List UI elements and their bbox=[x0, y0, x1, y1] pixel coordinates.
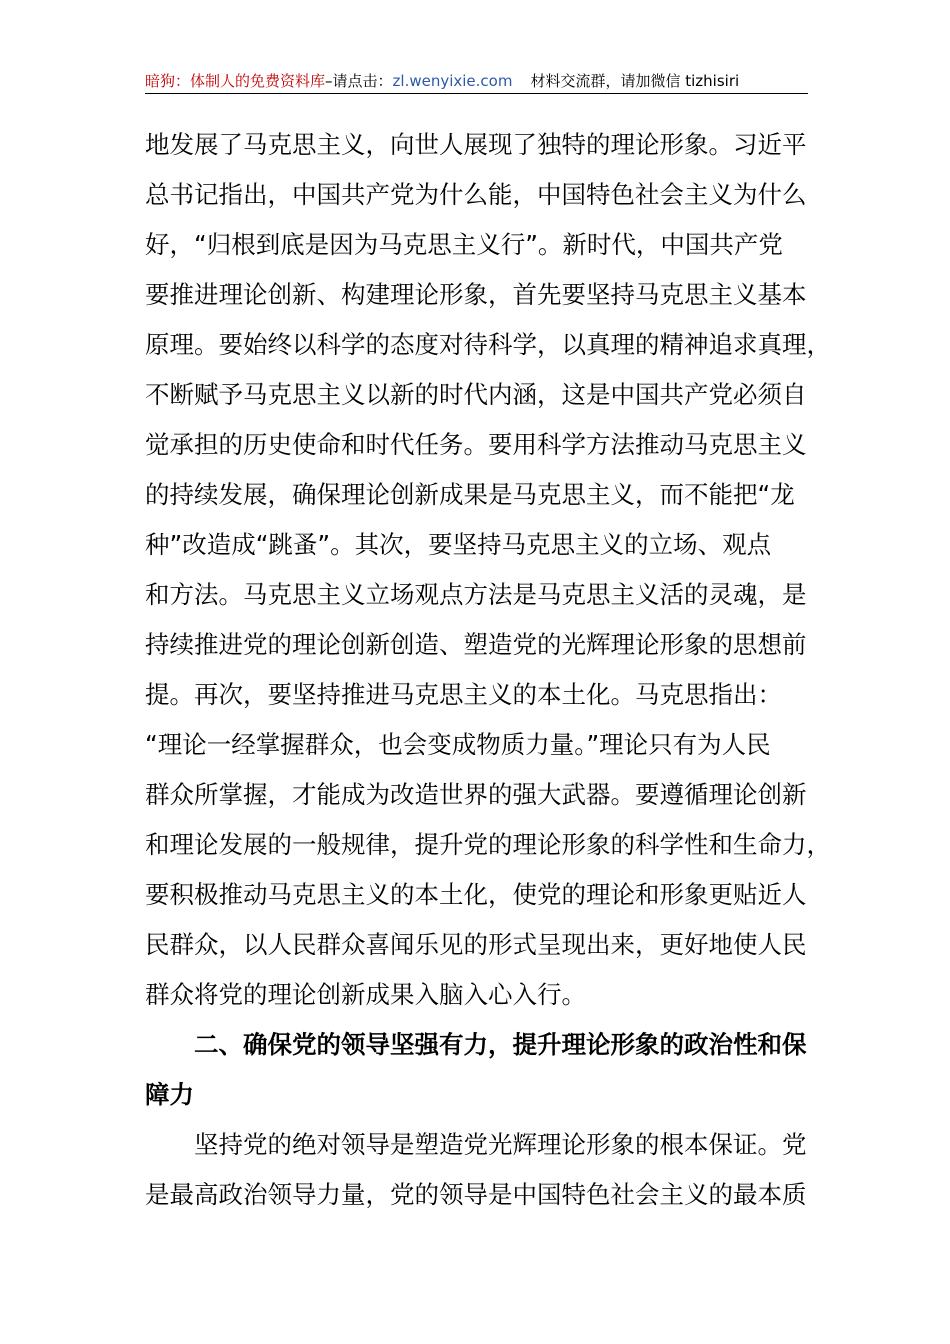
text-line: 和方法。马克思主义立场观点方法是马克思主义活的灵魂，是 bbox=[145, 580, 807, 609]
text-line: 不断赋予马克思主义以新的时代内涵，这是中国共产党必须自 bbox=[145, 380, 807, 409]
text-line: 好，“归根到底是因为马克思主义行”。新时代，中国共产党 bbox=[145, 230, 783, 259]
paragraph-1 bbox=[145, 120, 831, 1020]
header-divider bbox=[145, 93, 808, 94]
header-url-link[interactable]: zl.wenyixie.com bbox=[392, 72, 513, 90]
text-line: 提。再次，要坚持推进马克思主义的本土化。马克思指出： bbox=[145, 680, 782, 709]
text-line: 地发展了马克思主义，向世人展现了独特的理论形象。习近平 bbox=[145, 130, 807, 159]
paragraph-2 bbox=[145, 1120, 805, 1220]
text-line: 持续推进党的理论创新创造、塑造党的光辉理论形象的思想前 bbox=[145, 630, 807, 659]
header-group-note: 材料交流群，请加微信 tizhisiri bbox=[530, 72, 740, 90]
header-click-prompt: –请点击： bbox=[325, 72, 393, 90]
text-line: “理论一经掌握群众，也会变成物质力量。”理论只有为人民 bbox=[145, 730, 771, 759]
text-line: 民群众，以人民群众喜闻乐见的形式呈现出来，更好地使人民 bbox=[145, 930, 807, 959]
header-site-name: 暗狗：体制人的免费资料库 bbox=[145, 72, 326, 90]
heading-line: 障力 bbox=[145, 1080, 194, 1109]
text-line: 和理论发展的一般规律，提升党的理论形象的科学性和生命力， bbox=[145, 830, 831, 859]
text-line: 的持续发展，确保理论创新成果是马克思主义，而不能把“龙 bbox=[145, 480, 795, 509]
text-line: 坚持党的绝对领导是塑造党光辉理论形象的根本保证。党 bbox=[194, 1130, 807, 1159]
heading-line: 二、确保党的领导坚强有力，提升理论形象的政治性和保 bbox=[194, 1030, 807, 1059]
text-line: 种”改造成“跳蚤”。其次，要坚持马克思主义的立场、观点 bbox=[145, 530, 772, 559]
text-line: 原理。要始终以科学的态度对待科学，以真理的精神追求真理， bbox=[145, 330, 831, 359]
text-line: 觉承担的历史使命和时代任务。要用科学方法推动马克思主义 bbox=[145, 430, 807, 459]
text-line: 要积极推动马克思主义的本土化，使党的理论和形象更贴近人 bbox=[145, 880, 807, 909]
text-line: 要推进理论创新、构建理论形象，首先要坚持马克思主义基本 bbox=[145, 280, 807, 309]
section-heading bbox=[145, 1020, 805, 1120]
text-line: 是最高政治领导力量，党的领导是中国特色社会主义的最本质 bbox=[145, 1180, 807, 1209]
document-body bbox=[145, 120, 831, 1220]
text-line: 群众将党的理论创新成果入脑入心入行。 bbox=[145, 980, 586, 1009]
text-line: 群众所掌握，才能成为改造世界的强大武器。要遵循理论创新 bbox=[145, 780, 807, 809]
text-line: 总书记指出，中国共产党为什么能，中国特色社会主义为什么 bbox=[145, 180, 807, 209]
page-header bbox=[145, 70, 808, 92]
